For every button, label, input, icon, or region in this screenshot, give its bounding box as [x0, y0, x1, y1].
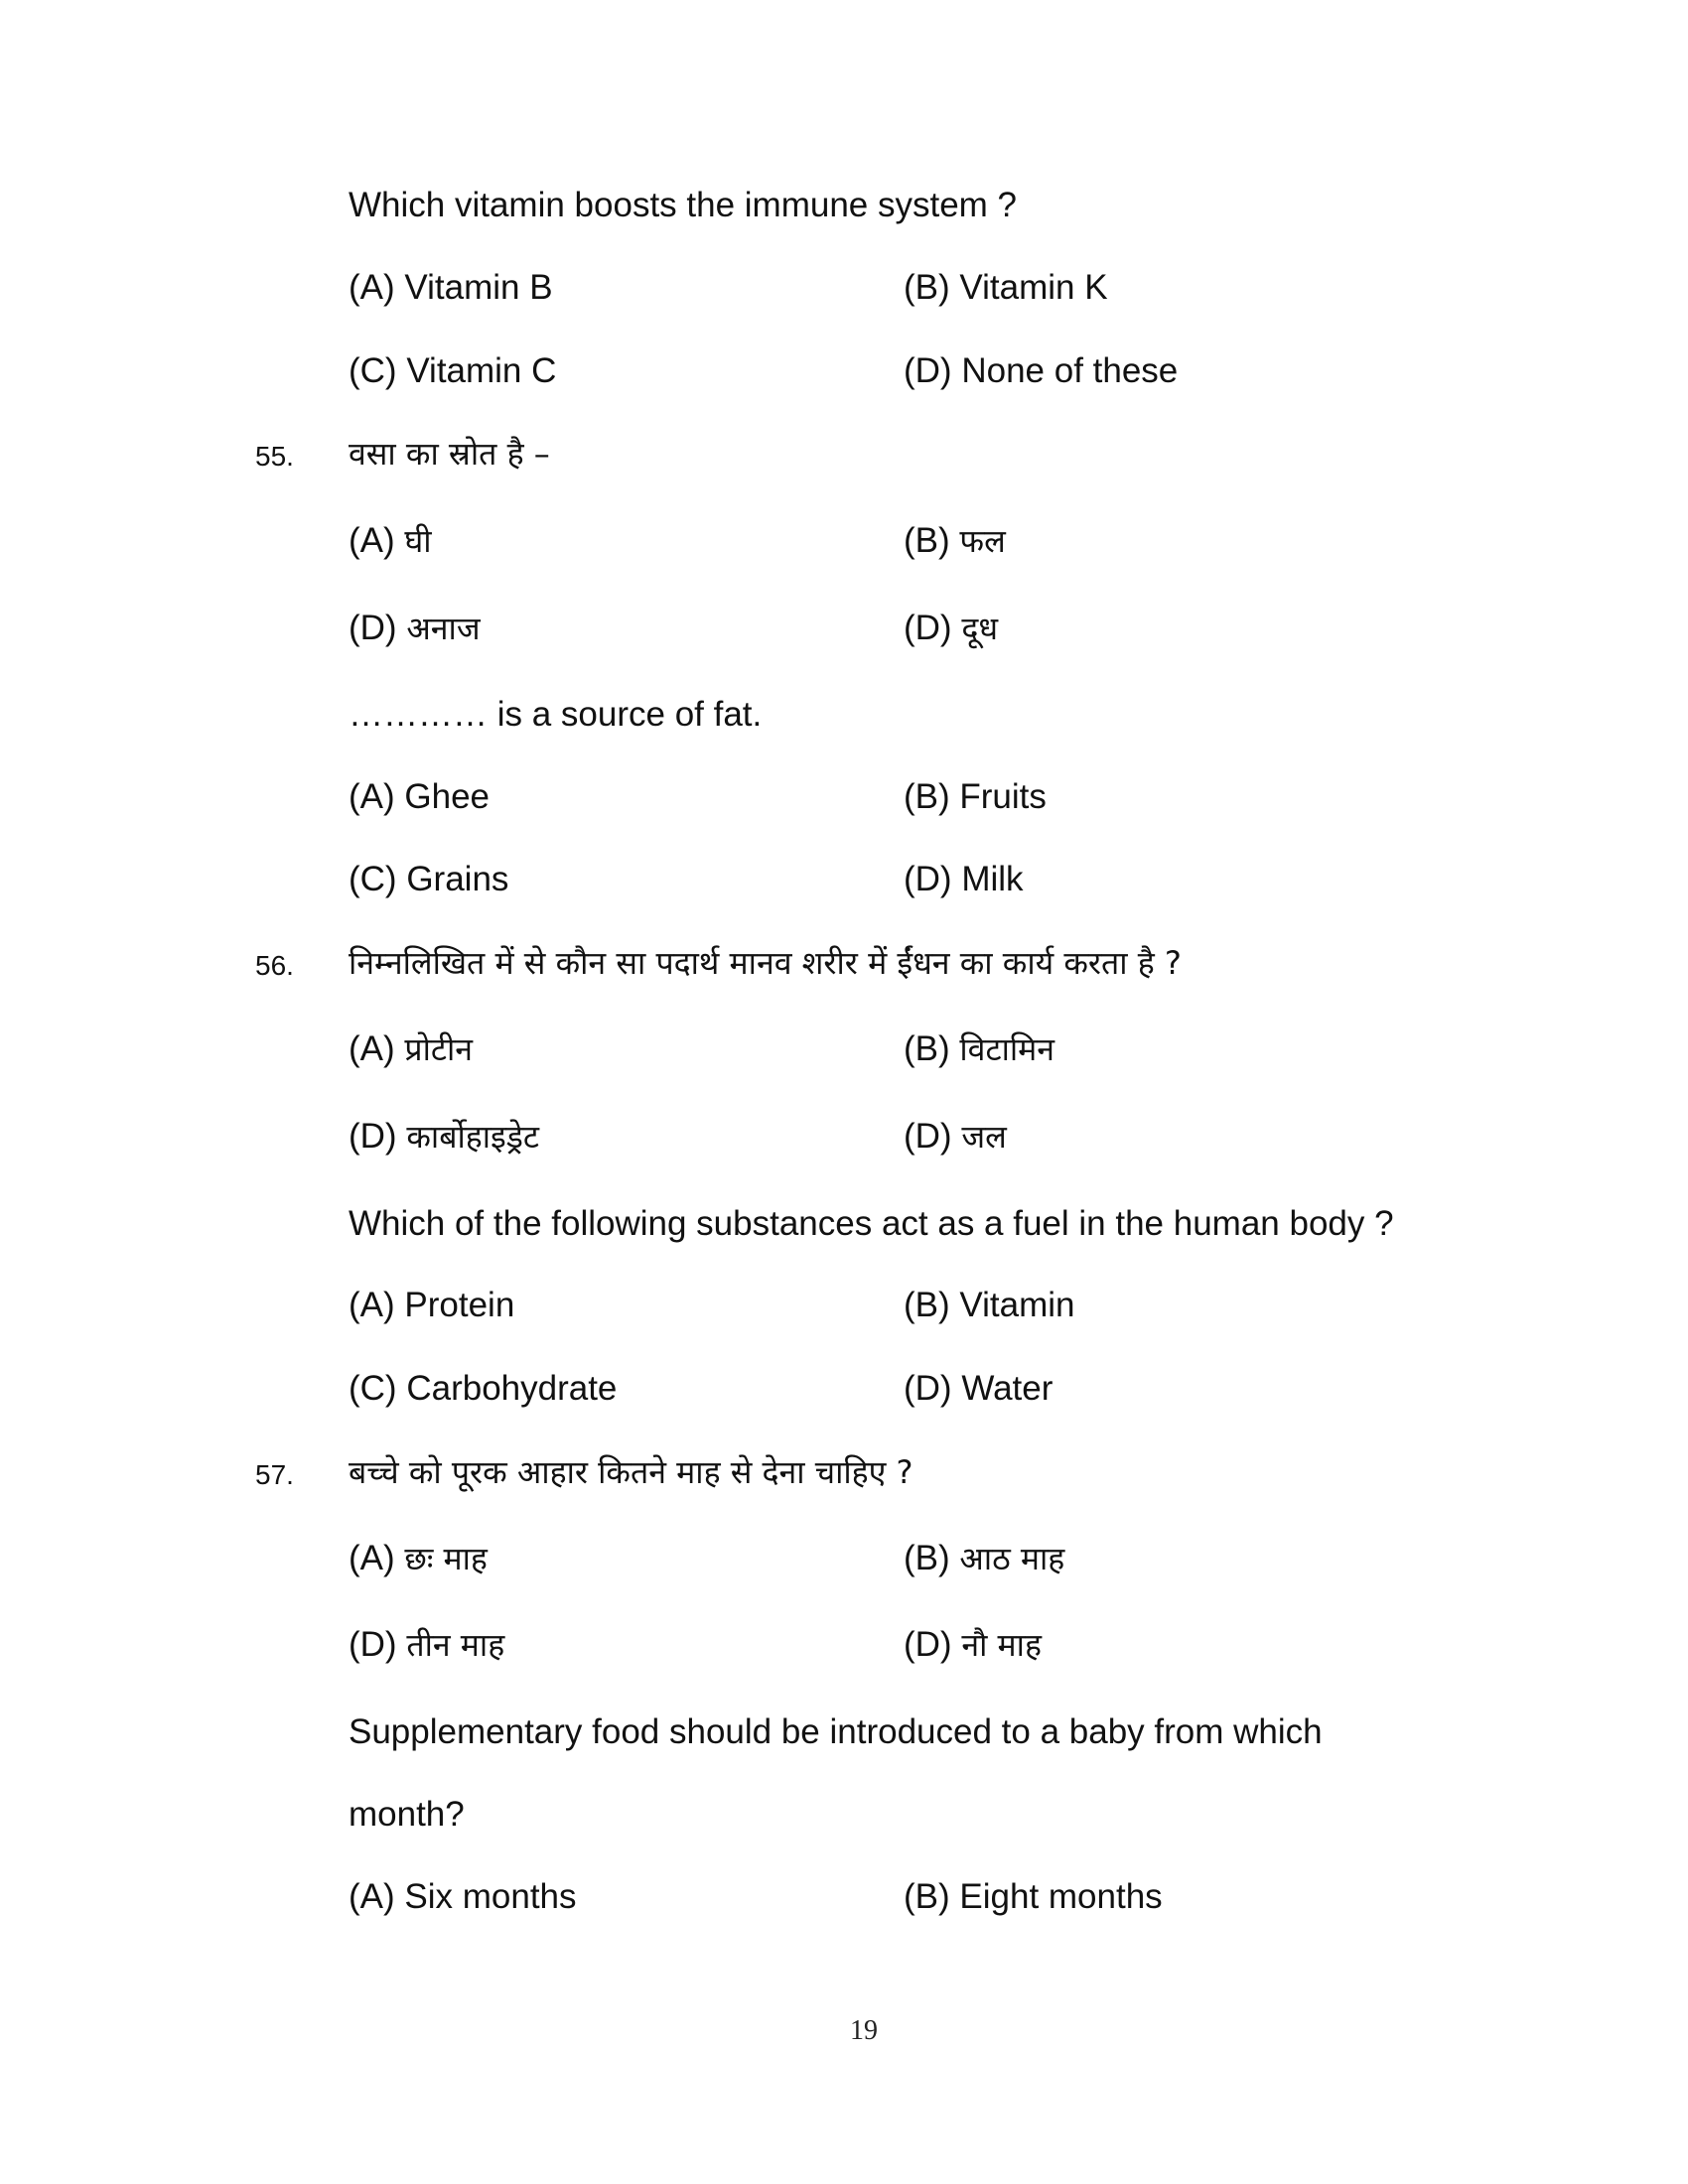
option-label: (B)	[904, 1029, 950, 1068]
option-c	[349, 1367, 617, 1411]
question-57-hindi: बच्चे को पूरक आहार कितने माह से देना चाहिए ?	[349, 1453, 914, 1491]
option-text: Milk	[961, 860, 1024, 898]
option-text: None of these	[961, 351, 1179, 390]
option-label: (C)	[349, 351, 397, 390]
option-text: Ghee	[404, 777, 491, 816]
option-label: (C)	[349, 1369, 397, 1408]
option-text: अनाज	[406, 610, 481, 647]
option-text: प्रोटीन	[404, 1030, 474, 1068]
question-57-english-line2: month?	[349, 1795, 465, 1834]
option-label: (D)	[904, 351, 952, 390]
option-text: नौ माह	[961, 1626, 1042, 1664]
option-text: Vitamin C	[406, 351, 557, 390]
option-b	[904, 266, 1108, 310]
option-label: (B)	[904, 1539, 950, 1577]
option-a	[349, 1284, 514, 1327]
option-label: (B)	[904, 1286, 950, 1324]
question-57-english-line1: Supplementary food should be introduced to a baby from which	[349, 1712, 1323, 1751]
option-label: (B)	[904, 268, 950, 307]
option-a	[349, 1537, 488, 1580]
option-text: छः माह	[404, 1540, 488, 1577]
fill-in-blank: …………	[349, 695, 488, 734]
option-text: Fruits	[959, 777, 1047, 816]
option-text: Grains	[406, 860, 509, 898]
option-label: (D)	[904, 609, 952, 647]
option-label: (A)	[349, 777, 395, 816]
option-text: दूध	[961, 610, 999, 647]
option-label: (D)	[904, 1625, 952, 1664]
option-b	[904, 1284, 1074, 1327]
option-c	[349, 607, 481, 650]
option-label: (A)	[349, 1877, 395, 1916]
option-c	[349, 858, 508, 901]
question-55-english	[349, 693, 762, 737]
option-d	[904, 607, 998, 650]
option-text: घी	[404, 522, 432, 560]
option-label: (A)	[349, 521, 395, 560]
option-label: (B)	[904, 777, 950, 816]
option-a	[349, 266, 553, 310]
option-d	[904, 858, 1024, 901]
option-b	[904, 519, 1006, 563]
option-text: Carbohydrate	[406, 1369, 618, 1408]
option-label: (D)	[904, 1369, 952, 1408]
option-label: (B)	[904, 1877, 950, 1916]
option-text: आठ माह	[959, 1540, 1065, 1577]
option-d	[904, 1115, 1007, 1159]
option-a	[349, 519, 432, 563]
option-text: Six months	[404, 1877, 577, 1916]
option-a	[349, 1875, 577, 1919]
option-label: (D)	[904, 860, 952, 898]
option-d	[904, 349, 1178, 393]
option-text: कार्बोहाइड्रेट	[406, 1118, 539, 1156]
option-d	[904, 1367, 1053, 1411]
option-c	[349, 1623, 504, 1667]
option-text: विटामिन	[959, 1030, 1055, 1068]
option-text: Eight months	[959, 1877, 1163, 1916]
option-text: Vitamin K	[959, 268, 1108, 307]
question-55-hindi: वसा का स्रोत है –	[349, 435, 550, 473]
option-label: (D)	[349, 609, 397, 647]
option-c	[349, 1115, 539, 1159]
option-b	[904, 1027, 1055, 1071]
option-label: (D)	[349, 1117, 397, 1156]
option-text: जल	[961, 1118, 1007, 1156]
option-d	[904, 1623, 1042, 1667]
option-text: फल	[959, 522, 1006, 560]
question-text: is a source of fat.	[496, 695, 763, 734]
option-a	[349, 1027, 473, 1071]
question-number-56: 56.	[255, 950, 294, 981]
option-label: (A)	[349, 1539, 395, 1577]
option-text: Vitamin	[959, 1286, 1075, 1324]
question-56-hindi: निम्नलिखित में से कौन सा पदार्थ मानव शरीर में ईंधन का कार्य करता है ?	[349, 944, 1182, 982]
option-b	[904, 1875, 1163, 1919]
option-text: तीन माह	[406, 1626, 505, 1664]
option-text: Protein	[404, 1286, 515, 1324]
option-b	[904, 1537, 1064, 1580]
option-label: (D)	[904, 1117, 952, 1156]
question-number-55: 55.	[255, 441, 294, 472]
option-label: (B)	[904, 521, 950, 560]
option-label: (A)	[349, 1286, 395, 1324]
page-number: 19	[850, 2015, 878, 2046]
option-b	[904, 775, 1047, 819]
question-56-english: Which of the following substances act as a fuel in the human body ?	[349, 1204, 1394, 1243]
option-text: Water	[961, 1369, 1054, 1408]
question-number-57: 57.	[255, 1459, 294, 1490]
option-label: (A)	[349, 268, 395, 307]
option-a	[349, 775, 490, 819]
option-text: Vitamin B	[404, 268, 553, 307]
option-label: (A)	[349, 1029, 395, 1068]
option-label: (D)	[349, 1625, 397, 1664]
option-c	[349, 349, 556, 393]
question-54-english: Which vitamin boosts the immune system ?	[349, 186, 1018, 224]
option-label: (C)	[349, 860, 397, 898]
